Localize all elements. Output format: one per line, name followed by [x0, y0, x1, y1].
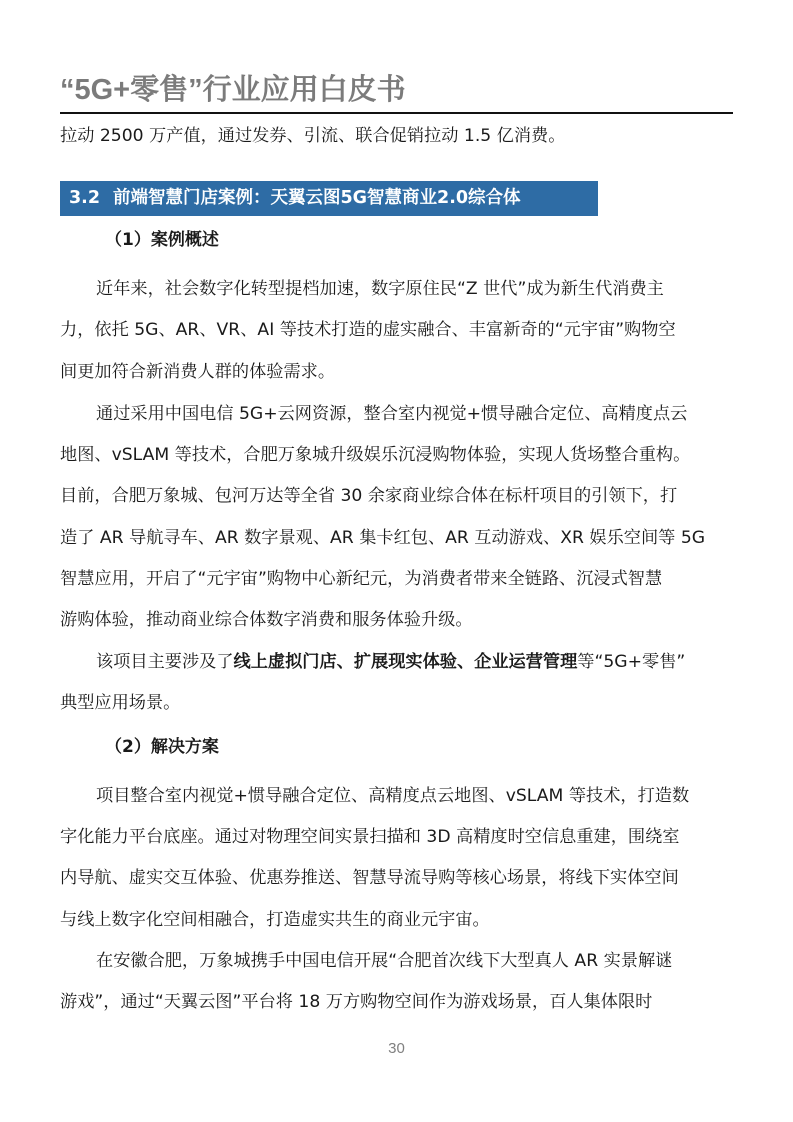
paragraph-line: 造了 AR 导航寻车、AR 数字景观、AR 集卡红包、AR 互动游戏、XR 娱乐空间等 5G: [60, 528, 706, 548]
section-heading-bar: [60, 181, 598, 216]
subsection-heading-overview: （1）案例概述: [105, 230, 219, 250]
paragraph-line: 地图、vSLAM 等技术，合肥万象城升级娱乐沉浸购物体验，实现人货场整合重构。: [60, 445, 691, 465]
subsection-heading-solution: （2）解决方案: [105, 737, 219, 757]
text-suffix: 等“5G+零售”: [577, 652, 686, 672]
paragraph-line: 间更加符合新消费人群的体验需求。: [60, 362, 336, 382]
paragraph-line: 近年来，社会数字化转型提档加速，数字原住民“Z 世代”成为新生代消费主: [96, 279, 664, 299]
paragraph-line: 字化能力平台底座。通过对物理空间实景扫描和 3D 高精度时空信息重建，围绕室: [60, 827, 680, 847]
document-header-title: “5G+零售”行业应用白皮书: [60, 74, 406, 106]
emphasized-scenarios: 线上虚拟门店、扩展现实体验、企业运营管理: [233, 652, 578, 672]
section-title: 前端智慧门店案例：天翼云图5G智慧商业2.0综合体: [113, 188, 521, 208]
paragraph-line-with-emphasis: [96, 650, 735, 674]
paragraph-line: 通过采用中国电信 5G+云网资源，整合室内视觉+惯导融合定位、高精度点云: [96, 404, 688, 424]
header-divider: [60, 112, 733, 114]
paragraph-line: 游戏”，通过“天翼云图”平台将 18 万方购物空间作为游戏场景，百人集体限时: [60, 992, 653, 1012]
paragraph-line: 智慧应用，开启了“元宇宙”购物中心新纪元，为消费者带来全链路、沉浸式智慧: [60, 569, 663, 589]
text-prefix: 该项目主要涉及了: [96, 652, 234, 672]
paragraph-line: 典型应用场景。: [60, 693, 181, 713]
paragraph-line: 力，依托 5G、AR、VR、AI 等技术打造的虚实融合、丰富新奇的“元宇宙”购物空: [60, 320, 676, 340]
paragraph-line: 与线上数字化空间相融合，打造虚实共生的商业元宇宙。: [60, 910, 490, 930]
paragraph-line: 目前，合肥万象城、包河万达等全省 30 余家商业综合体在标杆项目的引领下，打: [60, 486, 678, 506]
intro-continuation-line: 拉动 2500 万产值，通过发券、引流、联合促销拉动 1.5 亿消费。: [60, 126, 566, 146]
paragraph-line: 游购体验，推动商业综合体数字消费和服务体验升级。: [60, 610, 473, 630]
section-number: 3.2: [69, 188, 101, 208]
paragraph-line: 项目整合室内视觉+惯导融合定位、高精度点云地图、vSLAM 等技术，打造数: [96, 786, 690, 806]
page-number: 30: [388, 1040, 405, 1057]
paragraph-line: 在安徽合肥，万象城携手中国电信开展“合肥首次线下大型真人 AR 实景解谜: [96, 951, 673, 971]
paragraph-line: 内导航、虚实交互体验、优惠券推送、智慧导流导购等核心场景，将线下实体空间: [60, 868, 679, 888]
